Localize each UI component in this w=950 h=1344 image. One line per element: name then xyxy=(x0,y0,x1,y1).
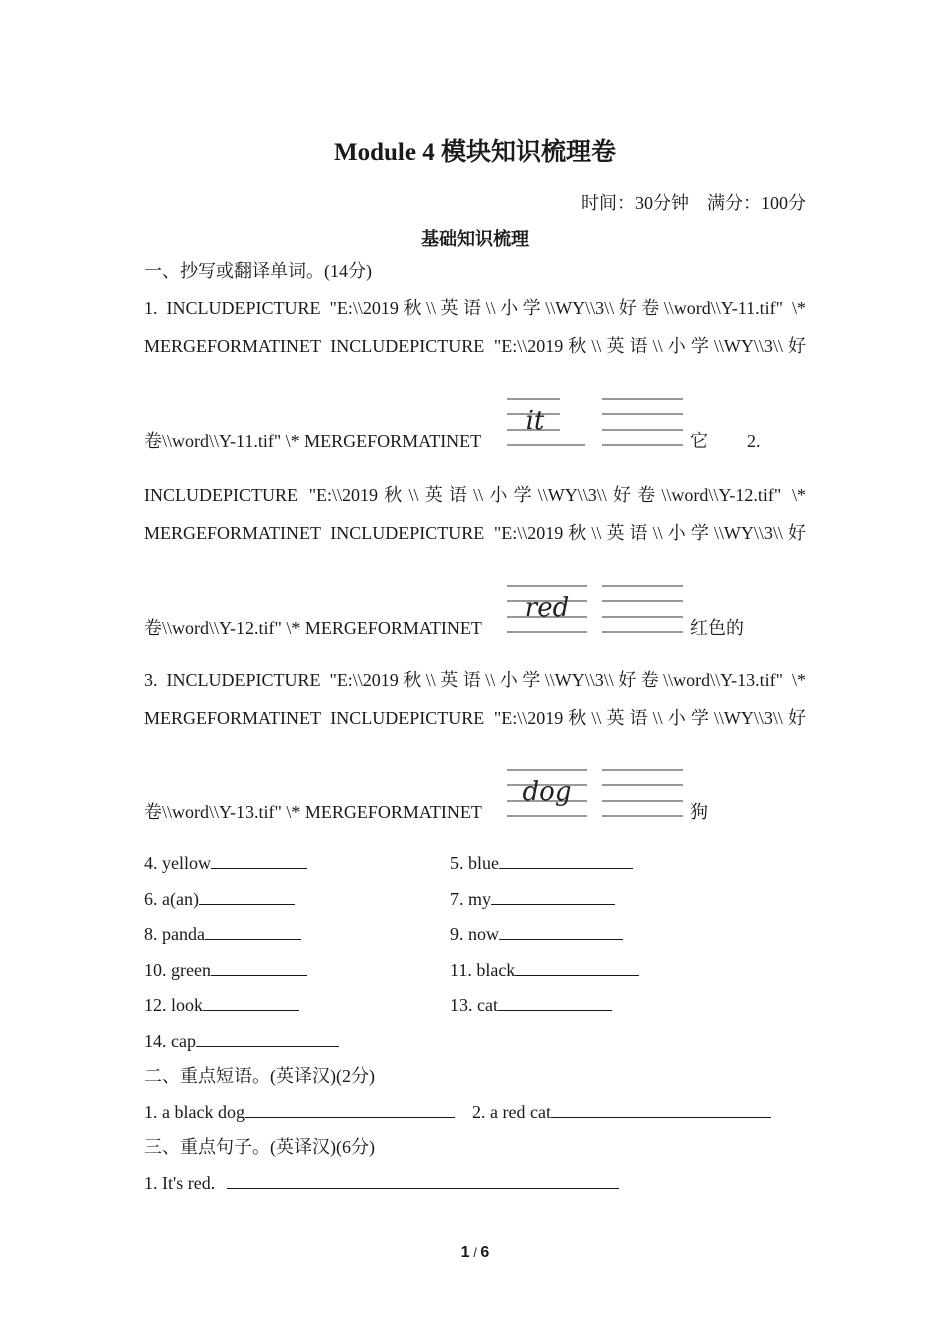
word-item: 12. look xyxy=(144,993,299,1017)
word-item: 13. cat xyxy=(450,993,612,1017)
word-item: 11. black xyxy=(450,958,639,982)
item2-line3: 卷\\word\\Y-12.tif" \* MERGEFORMATINET xyxy=(144,618,482,638)
word-item: 4. yellow xyxy=(144,851,307,875)
item2-meaning: 红色的 xyxy=(690,618,744,638)
word-item: 9. now xyxy=(450,922,623,946)
item1-meaning: 它 xyxy=(690,431,708,451)
handwritten-word: red xyxy=(524,593,570,623)
phrase-item: 2. a red cat xyxy=(472,1100,771,1124)
item1-line2: MERGEFORMATINET INCLUDEPICTURE "E:\\2019秋\\英语\\小学\\WY\\3\\好 xyxy=(144,336,806,356)
item3-line3: 卷\\word\\Y-13.tif" \* MERGEFORMATINET xyxy=(144,802,482,822)
item2-line1: INCLUDEPICTURE "E:\\2019秋\\英语\\小学\\WY\\3\\好卷\\word\\Y-12.tif" \* xyxy=(144,485,806,505)
word-item: 8. panda xyxy=(144,922,301,946)
handwriting-lines-red xyxy=(505,581,687,635)
time-and-score: 时间：30分钟 满分：100分 xyxy=(581,193,806,213)
word-item: 10. green xyxy=(144,958,307,982)
page-number: 1 / 6 xyxy=(460,1244,490,1261)
handwriting-lines-it xyxy=(505,394,687,448)
word-item: 5. blue xyxy=(450,851,633,875)
part2-heading: 二、重点短语。(英译汉)(2分) xyxy=(144,1066,375,1086)
word-item: 6. a(an) xyxy=(144,887,295,911)
part3-heading: 三、重点句子。(英译汉)(6分) xyxy=(144,1137,375,1157)
part1-heading: 一、抄写或翻译单词。(14分) xyxy=(144,261,372,281)
page-title: Module 4 模块知识梳理卷 xyxy=(334,139,616,166)
section-heading: 基础知识梳理 xyxy=(421,229,529,249)
handwriting-lines-dog xyxy=(505,765,687,819)
item3-meaning: 狗 xyxy=(690,802,708,822)
item3-line1: 3. INCLUDEPICTURE "E:\\2019秋\\英语\\小学\\WY\\3\\好卷\\word\\Y-13.tif" \* xyxy=(144,670,806,690)
item2-line2: MERGEFORMATINET INCLUDEPICTURE "E:\\2019秋\\英语\\小学\\WY\\3\\好 xyxy=(144,523,806,543)
item1-line1: 1. INCLUDEPICTURE "E:\\2019秋\\英语\\小学\\WY\\3\\好卷\\word\\Y-11.tif" \* xyxy=(144,298,806,318)
word-item: 14. cap xyxy=(144,1029,339,1053)
handwritten-word: it xyxy=(525,406,545,436)
item2-number: 2. xyxy=(747,431,761,451)
item3-line2: MERGEFORMATINET INCLUDEPICTURE "E:\\2019秋\\英语\\小学\\WY\\3\\好 xyxy=(144,708,806,728)
phrase-item: 1. a black dog xyxy=(144,1100,455,1124)
handwritten-word: dog xyxy=(522,777,572,807)
item1-line3: 卷\\word\\Y-11.tif" \* MERGEFORMATINET xyxy=(144,431,482,451)
sentence-item: 1. It's red. xyxy=(144,1171,619,1195)
word-item: 7. my xyxy=(450,887,615,911)
